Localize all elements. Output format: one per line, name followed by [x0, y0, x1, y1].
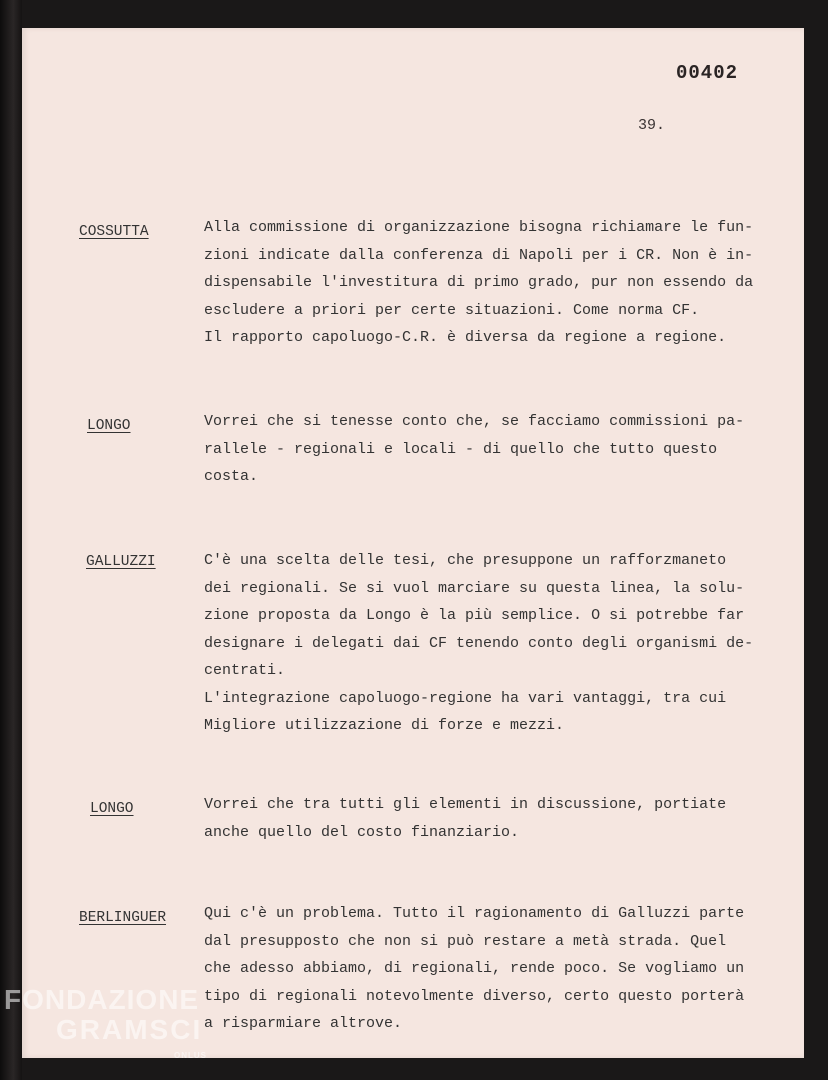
text-line: zione proposta da Longo è la più semplice. O si potrebbe far: [204, 607, 745, 624]
text-line: C'è una scelta delle tesi, che presuppone un rafforzmaneto: [204, 552, 727, 569]
speech-text: [204, 214, 782, 352]
binder-edge: [0, 0, 22, 1080]
text-line: dei regionali. Se si vuol marciare su questa linea, la solu-: [204, 579, 745, 597]
fondazione-gramsci-watermark: [4, 984, 207, 1060]
text-line: dal presupposto che non si può restare a metà strada. Quel: [204, 932, 727, 950]
speaker-name: LONGO: [90, 801, 134, 817]
speaker-name: COSSUTTA: [79, 224, 149, 240]
watermark-line: FONDAZIONE: [4, 984, 200, 1015]
text-line: rallele - regionali e locali - di quello che tutto questo: [204, 440, 718, 458]
text-line: centrati.: [204, 662, 286, 679]
watermark-line: ONLUS: [174, 1051, 207, 1060]
text-line: Migliore utilizzazione di forze e mezzi.: [204, 717, 565, 734]
text-line: costa.: [204, 468, 259, 485]
speaker-name: LONGO: [87, 418, 131, 434]
text-line: designare i delegati dai CF tenendo conto degli organismi de-: [204, 634, 754, 652]
text-line: a risparmiare altrove.: [204, 1015, 403, 1032]
text-line: Vorrei che tra tutti gli elementi in discussione, portiate: [204, 796, 727, 813]
text-line: anche quello del costo finanziario.: [204, 823, 520, 841]
speaker-name: BERLINGUER: [79, 910, 167, 926]
document-number: 00402: [676, 62, 739, 84]
speaker-name: GALLUZZI: [86, 554, 156, 570]
text-line: Qui c'è un problema. Tutto il ragionamento di Galluzzi parte: [204, 905, 745, 922]
speech-text: [204, 547, 782, 740]
text-line: Alla commissione di organizzazione bisogna richiamare le fun-: [204, 219, 754, 236]
text-line: escludere a priori per certe situazioni. Come norma CF.: [204, 301, 700, 319]
text-line: che adesso abbiamo, di regionali, rende poco. Se vogliamo un: [204, 960, 745, 977]
text-line: tipo di regionali notevolmente diverso, certo questo porterà: [204, 987, 745, 1005]
text-line: Vorrei che si tenesse conto che, se facciamo commissioni pa-: [204, 413, 745, 430]
text-line: Il rapporto capoluogo-C.R. è diversa da regione a regione.: [204, 329, 727, 346]
speech-text: [204, 408, 782, 491]
text-line: dispensabile l'investitura di primo grado, pur non essendo da: [204, 274, 754, 291]
speech-text: [204, 900, 782, 1038]
watermark-line: GRAMSCI: [56, 1014, 203, 1045]
speech-text: [204, 791, 782, 846]
text-line: L'integrazione capoluogo-regione ha vari vantaggi, tra cui: [204, 689, 727, 707]
text-line: zioni indicate dalla conferenza di Napoli per i CR. Non è in-: [204, 246, 754, 264]
page-number: 39.: [638, 117, 666, 134]
